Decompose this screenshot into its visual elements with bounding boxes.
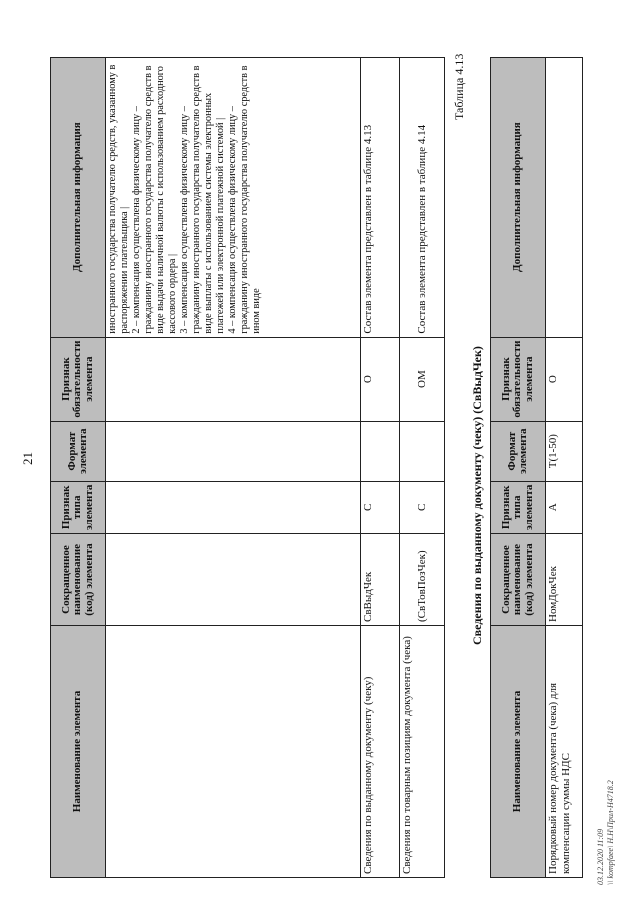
cell-info: Состав элемента представлен в таблице 4.13 — [361, 57, 400, 337]
header-short: Сокращенное наименование (код) элемента — [491, 534, 546, 626]
cell-name: Порядковый номер документа (чека) для компенсации суммы НДС — [546, 626, 583, 878]
cell-format — [400, 421, 445, 481]
cell-mandatory: О — [361, 337, 400, 421]
cell-short: НомДокЧек — [546, 534, 583, 626]
cell-name: Сведения по выданному документу (чеку) — [361, 626, 400, 878]
cell-type: А — [546, 481, 583, 533]
cell-mandatory: О — [546, 337, 583, 421]
footer-timestamp: 03.12.2020 11:09 — [596, 828, 605, 885]
header-mandatory: Признак обязательности элемента — [491, 337, 546, 421]
cell-mandatory: ОМ — [400, 337, 445, 421]
table-caption: Таблица 4.13 — [452, 53, 466, 120]
table-row — [546, 57, 583, 877]
header-format: Формат элемента — [51, 421, 106, 481]
cell-info: иностранного государства получателю средств, указанному в распоряжении плательщика | 2 – компенсация осуществлена физическому лицу – гражданину иностранного государства получателю средств в виде выдачи наличной валюты с использованием расходного кассового ордера | 3 – компенсация осуществлена физическому лицу – гражданину иностранного государства получателю средств в виде выплаты с использованием системы электронных платежей или электронной платежной системой | 4 – компенсация осуществлена физическому лицу – гражданину иностранного государства получателю средств в ином виде — [106, 57, 361, 337]
cell-info — [546, 57, 583, 337]
cell-info: Состав элемента представлен в таблице 4.14 — [400, 57, 445, 337]
cell-name — [106, 626, 361, 878]
table-row — [106, 57, 361, 877]
footer-path: \\ kompfaee\ Н.Н\Прил-H4718.2 — [606, 780, 615, 885]
cell-format — [361, 421, 400, 481]
header-mandatory: Признак обязательности элемента — [51, 337, 106, 421]
check-details-table — [490, 57, 583, 878]
cell-type: С — [361, 481, 400, 533]
table-title: Сведения по выданному документу (чеку) (СвВыдЧек) — [470, 346, 484, 645]
header-name: Наименование элемента — [51, 626, 106, 878]
cell-short — [106, 534, 361, 626]
table-row — [400, 57, 445, 877]
cell-format — [106, 421, 361, 481]
header-type: Признак типа элемента — [51, 481, 106, 533]
header-type: Признак типа элемента — [491, 481, 546, 533]
header-info: Дополнительная информация — [491, 57, 546, 337]
cell-type — [106, 481, 361, 533]
page-number: 21 — [20, 452, 35, 465]
header-format: Формат элемента — [491, 421, 546, 481]
cell-mandatory — [106, 337, 361, 421]
table-header-row — [51, 57, 106, 877]
header-name: Наименование элемента — [491, 626, 546, 878]
header-short: Сокращенное наименование (код) элемента — [51, 534, 106, 626]
cell-name: Сведения по товарным позициям документа (чека) — [400, 626, 445, 878]
cell-short: (СвТовПозЧек) — [400, 534, 445, 626]
cell-type: С — [400, 481, 445, 533]
cell-format: Т(1-50) — [546, 421, 583, 481]
table-row — [361, 57, 400, 877]
cell-short: СвВыдЧек — [361, 534, 400, 626]
elements-table — [50, 57, 445, 878]
header-info: Дополнительная информация — [51, 57, 106, 337]
table-header-row — [491, 57, 546, 877]
